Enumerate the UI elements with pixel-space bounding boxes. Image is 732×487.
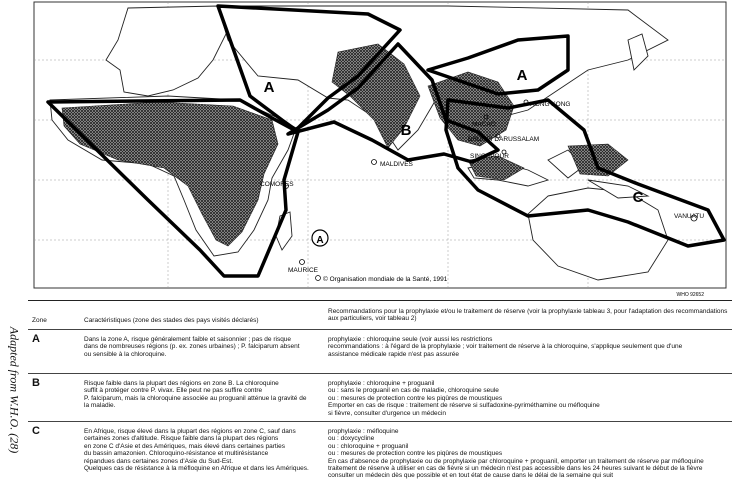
source-caption (2, 300, 26, 480)
table-row-zone-b (28, 373, 732, 422)
zone-recommendations-table (28, 300, 732, 487)
zone-letter-a-south: A (316, 235, 324, 246)
row-recommendation: prophylaxie : méfloquine ou : doxycycline ou : chloroquine + proguanil ou : mesures de protection contre les piqûres de moustiques En cas d'absence de prophylaxie ou de prophylaxie par chloroquine + proguanil, emporter un traitement de réserve par méfloquine traitement de réserve à utiliser en cas de fièvre si un médecin n'est pas accessible dans les 24 heures suivant le début de la fièvre consulter un médecin dès que possible et en tout état de cause dans le délai de la semaine qui suit (328, 428, 704, 480)
map-copyright: © Organisation mondiale de la Santé, 1991 (323, 276, 448, 283)
zone-letter-a-west: A (263, 79, 275, 96)
row-recommendation: prophylaxie : chloroquine seule (voir aussi les restrictions recommandations : à l'égard de la prophylaxie ; voir traitement de réserve à la chloroquine, s'applique seulement que d'une assistance médicale rapide n'est pas assurée (328, 336, 683, 358)
place-label-brunei: BRUNEI DARUSSALAM (468, 136, 540, 143)
row-description: Dans la zone A, risque généralement faible et saisonnier ; pas de risque dans de nombreuses régions (p. ex. zones urbaines) ; P. falciparum absent ou sensible à la chloroquine. (84, 336, 300, 358)
row-zone-letter: C (32, 425, 40, 437)
table-header (28, 305, 732, 327)
place-label-maldives: MALDIVES (380, 161, 413, 168)
place-label-singapore: SINGAPOUR (470, 153, 510, 160)
row-zone-letter: A (32, 333, 40, 345)
place-label-mauritius: MAURICE (288, 267, 318, 274)
zone-letter-a-east: A (516, 67, 528, 84)
place-label-hong-kong: HONG KONG (530, 101, 571, 108)
zone-letter-b: B (400, 122, 412, 139)
table-row-zone-a (28, 329, 732, 374)
map-code: WHO 92652 (676, 292, 704, 298)
malaria-risk-map (28, 0, 732, 298)
zone-letter-c: C (632, 189, 644, 206)
source-caption-text: Adapted from W.H.O. (28) (7, 326, 22, 454)
place-label-comoros: COMORES (260, 181, 294, 188)
header-features: Caractéristiques (zone des stades des pays visités déclarés) (84, 317, 259, 324)
row-description: En Afrique, risque élevé dans la plupart des régions en zone C, sauf dans certaines zones d'altitude. Risque faible dans la plupart des régions en zone C d'Asie et des Amériques, mais élevé dans certaines parties du bassin amazonien. Chloroquino-résistance et multirésistance répandues dans certaines zones d'Asie du Sud-Est. Quelques cas de résistance à la méfloquine en Afrique et dans les Amériques. (84, 428, 309, 473)
header-zone: Zone (32, 317, 47, 324)
row-zone-letter: B (32, 377, 40, 389)
place-label-macao: MACAO (472, 121, 496, 128)
place-label-vanuatu: VANUATU (674, 213, 705, 220)
row-description: Risque faible dans la plupart des régions en zone B. La chloroquine suffit à protéger contre P. vivax. Elle peut ne pas suffire contre P. falciparum, mais la chloroquine associée au proguanil atténue la gravité de la maladie. (84, 380, 307, 410)
header-recommendations: Recommandations pour la prophylaxie et/ou le traitement de réserve (voir la prophylaxie tableau 3, pour l'adaptation des recommandations aux particuliers, voir tableau 2) (328, 308, 728, 323)
table-row-zone-c (28, 421, 732, 486)
row-recommendation: prophylaxie : chloroquine + proguanil ou : sans le proguanil en cas de maladie, chloroquine seule ou : mesures de protection contre les piqûres de moustiques Emporter en cas de risque : traitement de réserve si sulfadoxine-pyriméthamine ou méfloquine si fièvre, consulter d'urgence un médecin (328, 380, 600, 417)
